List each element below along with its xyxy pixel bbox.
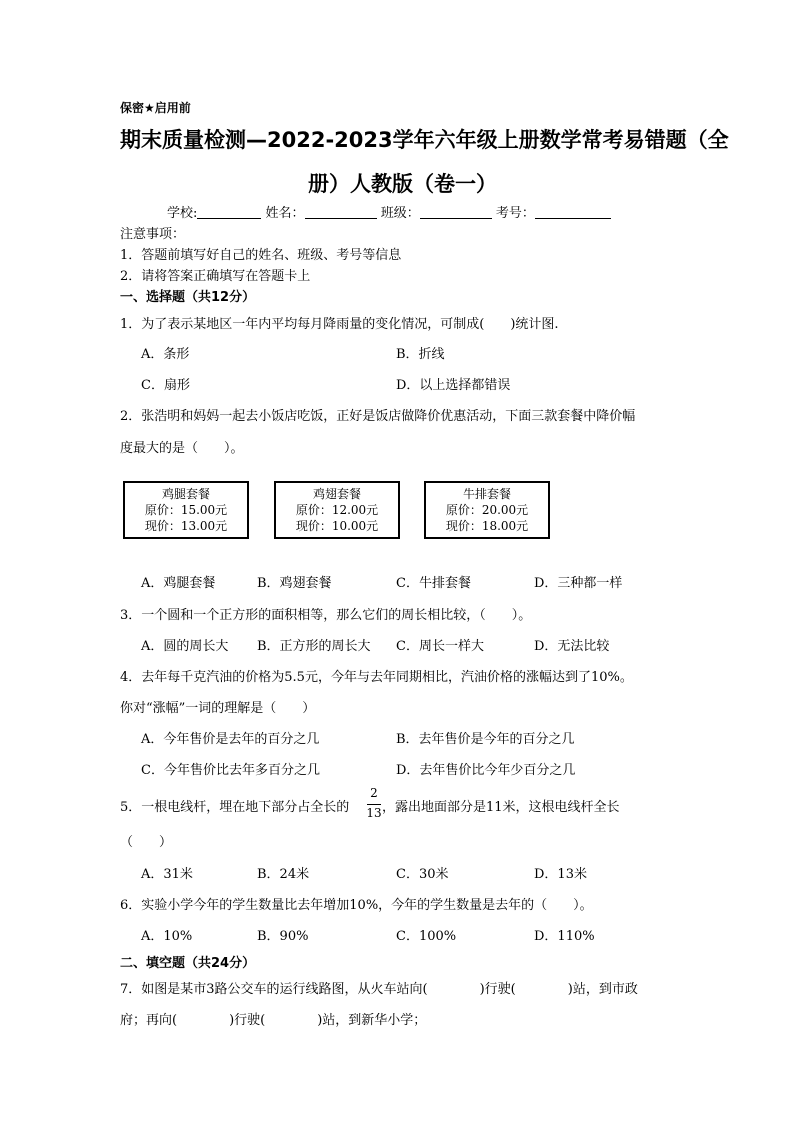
question-5-stem-pre: 5．一根电线杆，埋在地下部分占全长的 — [120, 800, 350, 815]
section-1-title: 一、选择题（共12分） — [120, 290, 256, 305]
page-title-line1: 期末质量检测—2022-2023学年六年级上册数学常考易错题（全 — [120, 128, 729, 152]
meal-card-steak — [424, 481, 550, 539]
meal-original-price: 原价：12.00元 — [295, 503, 379, 517]
question-3-option-b[interactable]: B．正方形的周长大 — [257, 639, 371, 654]
question-7-line1: 7．如图是某市3路公交车的运行线路图，从火车站向( )行驶( )站，到市政 — [120, 982, 638, 997]
class-blank[interactable] — [420, 205, 492, 219]
question-4-option-d[interactable]: D．去年售价比今年少百分之几 — [396, 763, 576, 778]
question-1-option-a[interactable]: A．条形 — [141, 347, 190, 362]
notes-item-1: 1．答题前填写好自己的姓名、班级、考号等信息 — [120, 248, 402, 263]
question-1-stem: 1．为了表示某地区一年内平均每月降雨量的变化情况，可制成( )统计图. — [120, 317, 559, 332]
question-5-stem-post: ，露出地面部分是11米，这根电线杆全长 — [382, 800, 620, 815]
question-5-option-c[interactable]: C．30米 — [396, 867, 449, 882]
section-2-title: 二、填空题（共24分） — [120, 956, 256, 971]
question-1-option-d[interactable]: D．以上选择都错误 — [396, 378, 511, 393]
name-blank[interactable] — [305, 205, 377, 219]
question-5-option-d[interactable]: D．13米 — [534, 867, 587, 882]
meal-name: 鸡翅套餐 — [312, 487, 361, 501]
question-2-stem-line2: 度最大的是（ ）。 — [120, 441, 244, 456]
page-title-line2: 册）人教版（卷一） — [308, 172, 497, 196]
question-4-option-b[interactable]: B．去年售价是今年的百分之几 — [396, 732, 575, 747]
fraction-bar — [367, 804, 381, 805]
question-2-stem-line1: 2．张浩明和妈妈一起去小饭店吃饭，正好是饭店做降价优惠活动，下面三款套餐中降价幅 — [120, 409, 636, 424]
question-6-stem: 6．实验小学今年的学生数量比去年增加10%，今年的学生数量是去年的（ ）。 — [120, 898, 593, 913]
question-4-stem-line2: 你对“涨幅”一词的理解是（ ） — [120, 701, 316, 716]
notes-heading: 注意事项： — [120, 227, 186, 242]
question-4-stem-line1: 4．去年每千克汽油的价格为5.5元，今年与去年同期相比，汽油价格的涨幅达到了10%。 — [120, 670, 633, 685]
meal-name: 鸡腿套餐 — [161, 487, 210, 501]
meal-current-price: 现价：10.00元 — [295, 519, 379, 533]
exam-number-label: 考号： — [495, 206, 535, 221]
fraction-numerator: 2 — [370, 786, 378, 800]
meal-current-price: 现价：18.00元 — [445, 519, 529, 533]
question-5-option-b[interactable]: B．24米 — [257, 867, 310, 882]
exam-number-blank[interactable] — [535, 205, 611, 219]
question-5-stem-line2: （ ） — [120, 835, 173, 850]
question-3-option-a[interactable]: A．圆的周长大 — [141, 639, 229, 654]
meal-name: 牛排套餐 — [462, 487, 511, 501]
confidential-header: 保密★启用前 — [120, 101, 191, 115]
question-3-stem: 3．一个圆和一个正方形的面积相等，那么它们的周长相比较，（ ）。 — [120, 608, 532, 623]
meal-card-chicken-leg — [123, 481, 249, 539]
question-5-option-a[interactable]: A．31米 — [141, 867, 193, 882]
meal-current-price: 现价：13.00元 — [144, 519, 228, 533]
school-label: 学校: — [167, 206, 198, 221]
fraction-denominator: 13 — [366, 806, 382, 820]
student-info-line — [167, 202, 611, 221]
question-2-option-a[interactable]: A．鸡腿套餐 — [141, 576, 216, 591]
notes-item-2: 2．请将答案正确填写在答题卡上 — [120, 269, 311, 284]
question-2-option-c[interactable]: C．牛排套餐 — [396, 576, 471, 591]
school-blank[interactable] — [197, 205, 261, 219]
class-label: 班级： — [380, 206, 420, 221]
question-4-option-a[interactable]: A．今年售价是去年的百分之几 — [141, 732, 320, 747]
question-1-option-c[interactable]: C．扇形 — [141, 378, 190, 393]
question-6-option-c[interactable]: C．100% — [396, 929, 457, 944]
name-label: 姓名： — [265, 206, 305, 221]
question-3-option-d[interactable]: D．无法比较 — [534, 639, 610, 654]
meal-original-price: 原价：15.00元 — [144, 503, 228, 517]
question-2-option-b[interactable]: B．鸡翅套餐 — [257, 576, 332, 591]
meal-original-price: 原价：20.00元 — [445, 503, 529, 517]
question-4-option-c[interactable]: C．今年售价比去年多百分之几 — [141, 763, 320, 778]
question-7-line2: 府；再向( )行驶( )站，到新华小学； — [120, 1013, 427, 1028]
question-2-option-d[interactable]: D．三种都一样 — [534, 576, 623, 591]
question-6-option-b[interactable]: B．90% — [257, 929, 309, 944]
question-6-option-a[interactable]: A．10% — [141, 929, 193, 944]
question-1-option-b[interactable]: B．折线 — [396, 347, 445, 362]
question-3-option-c[interactable]: C．周长一样大 — [396, 639, 484, 654]
question-6-option-d[interactable]: D．110% — [534, 929, 595, 944]
meal-card-chicken-wing — [274, 481, 400, 539]
